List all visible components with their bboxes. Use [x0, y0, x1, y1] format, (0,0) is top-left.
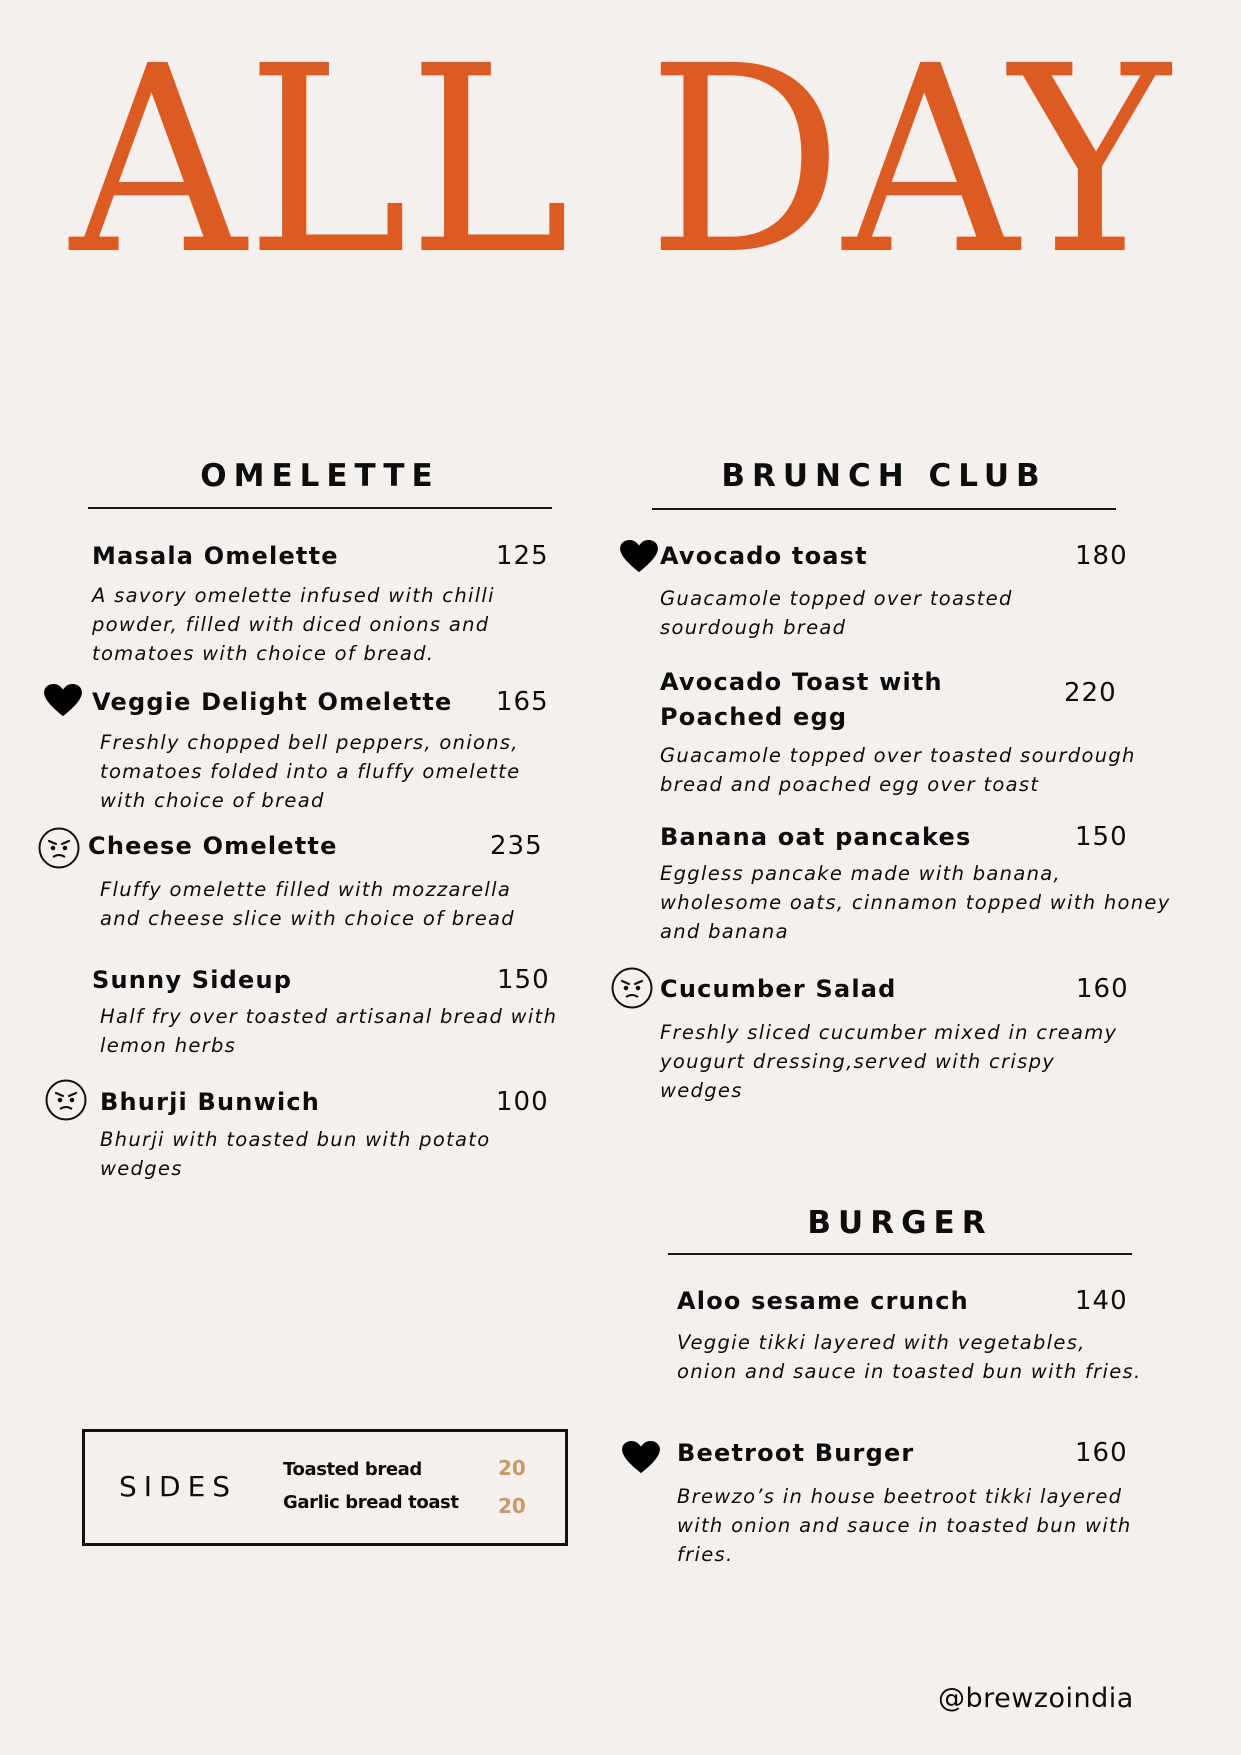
item-description: Fluffy omelette filled with mozzarella and cheese slice with choice of bread	[100, 878, 515, 930]
sides-box	[82, 1429, 568, 1546]
social-handle: @brewzoindia	[938, 1683, 1134, 1714]
item-price: 235	[490, 831, 543, 861]
heart-icon	[622, 1441, 660, 1475]
item-name: Avocado Toast with Poached egg	[660, 668, 943, 731]
item-description: A savory omelette infused with chilli powder, filled with diced onions and tomatoes with choice of bread.	[92, 584, 495, 665]
item-name: Sunny Sideup	[92, 966, 293, 994]
sides-title: SIDES	[119, 1470, 238, 1503]
section-divider-burger	[668, 1253, 1132, 1255]
item-name: Cucumber Salad	[660, 975, 897, 1003]
section-divider-brunch-club	[652, 508, 1116, 510]
item-description: Guacamole topped over toasted sourdough bread	[660, 587, 1013, 639]
item-price: 150	[497, 965, 550, 995]
item-description: Eggless pancake made with banana, wholesome oats, cinnamon topped with honey and banana	[660, 862, 1171, 943]
item-description: Veggie tikki layered with vegetables, onion and sauce in toasted bun with fries.	[677, 1331, 1142, 1383]
spicy-face-icon	[44, 1078, 88, 1122]
item-price: 100	[496, 1087, 549, 1117]
section-title-omelette: OMELETTE	[200, 458, 440, 494]
side-item-price: 20	[498, 1456, 526, 1480]
heart-icon	[620, 540, 658, 574]
item-price: 150	[1075, 822, 1128, 852]
side-item-price: 20	[498, 1494, 526, 1518]
item-name: Veggie Delight Omelette	[92, 688, 453, 716]
section-title-brunch-club: BRUNCH CLUB	[721, 458, 1047, 494]
item-name: Bhurji Bunwich	[100, 1088, 321, 1116]
item-name: Banana oat pancakes	[660, 823, 972, 851]
side-item-name: Garlic bread toast	[283, 1492, 459, 1513]
spicy-face-icon	[610, 966, 654, 1010]
item-price: 160	[1076, 974, 1129, 1004]
item-description: Brewzo’s in house beetroot tikki layered with onion and sauce in toasted bun with fries.	[677, 1485, 1132, 1566]
item-name: Avocado toast	[660, 542, 868, 570]
item-name: Beetroot Burger	[677, 1439, 915, 1467]
item-price: 160	[1075, 1438, 1128, 1468]
section-divider-omelette	[88, 507, 552, 509]
item-description: Freshly chopped bell peppers, onions, tomatoes folded into a fluffy omelette with choice of bread	[100, 731, 521, 812]
menu-title	[0, 0, 1241, 300]
heart-icon	[44, 684, 82, 718]
item-name: Aloo sesame crunch	[677, 1287, 969, 1315]
item-description: Freshly sliced cucumber mixed in creamy yougurt dressing,served with crispy wedges	[660, 1021, 1118, 1102]
item-price: 180	[1075, 541, 1128, 571]
item-description: Guacamole topped over toasted sourdough bread and poached egg over toast	[660, 744, 1136, 796]
side-item-name: Toasted bread	[283, 1459, 422, 1480]
item-name: Cheese Omelette	[88, 832, 338, 860]
item-description: Bhurji with toasted bun with potato wedges	[100, 1128, 491, 1180]
spicy-face-icon	[37, 826, 81, 870]
item-price: 125	[496, 541, 549, 571]
item-price: 220	[1064, 678, 1117, 708]
item-price: 140	[1075, 1286, 1128, 1316]
section-title-burger: BURGER	[807, 1205, 993, 1241]
item-price: 165	[496, 687, 549, 717]
item-name: Masala Omelette	[92, 542, 339, 570]
item-description: Half fry over toasted artisanal bread with lemon herbs	[100, 1005, 558, 1057]
menu-title-text: ALL DAY	[66, 11, 1173, 300]
